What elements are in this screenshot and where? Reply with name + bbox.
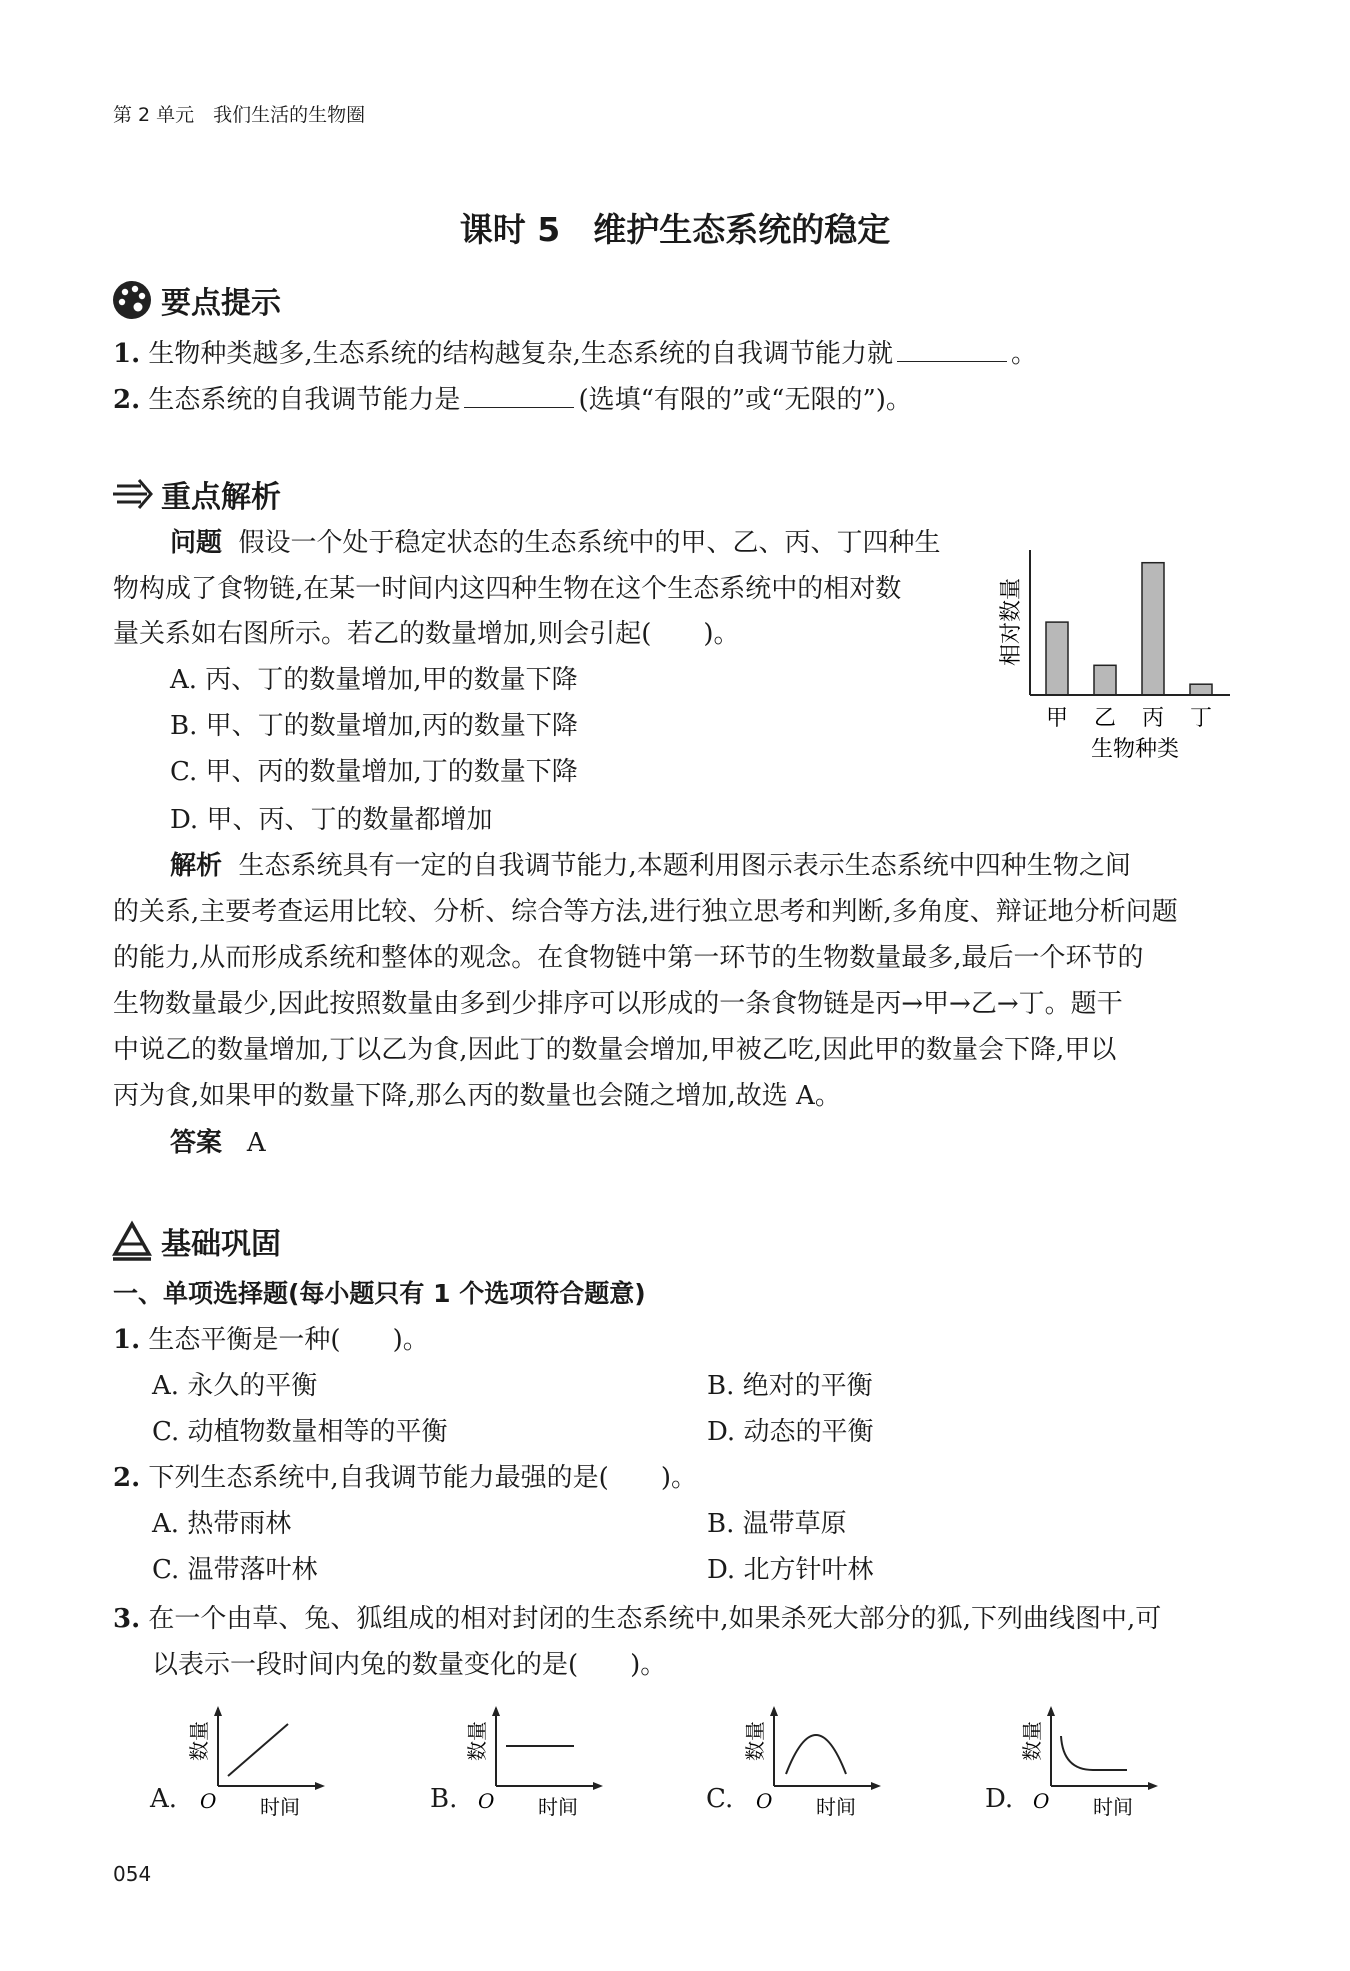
answer-blank[interactable] <box>897 340 1007 362</box>
explain-line-2: 的关系,主要考查运用比较、分析、综合等方法,进行独立思考和判断,多角度、辩证地分析问题 <box>113 897 1178 927</box>
origin-label: O <box>756 1789 773 1813</box>
unit-header: 第 2 单元 我们生活的生物圈 <box>113 104 366 126</box>
question-line-3: 量关系如右图所示。若乙的数量增加,则会引起( )。 <box>113 619 740 649</box>
x-label: 时间 <box>260 1795 300 1819</box>
x-axis-label: 生物种类 <box>1090 737 1180 762</box>
q2-stem <box>113 1455 697 1501</box>
triangle-stack-icon <box>111 1220 153 1262</box>
q3-stem-1 <box>113 1596 1161 1642</box>
answer-value: A <box>246 1128 266 1158</box>
key-point-2 <box>113 377 912 423</box>
explain-line-6: 丙为食,如果甲的数量下降,那么丙的数量也会随之增加,故选 A。 <box>113 1081 841 1111</box>
section-heading: 重点解析 <box>161 480 281 515</box>
item-number: 1. <box>113 339 141 369</box>
origin-label: O <box>1033 1789 1050 1813</box>
graph-label: C. <box>706 1784 734 1814</box>
q-text: 下列生态系统中,自我调节能力最强的是( )。 <box>148 1463 697 1493</box>
question-line-2: 物构成了食物链,在某一时间内这四种生物在这个生态系统中的相对数 <box>113 574 902 604</box>
question-text: 假设一个处于稳定状态的生态系统中的甲、乙、丙、丁四种生 <box>238 528 941 558</box>
bar-1 <box>1094 665 1116 695</box>
page-number: 054 <box>113 1862 152 1886</box>
bar-0 <box>1046 622 1068 695</box>
q3-graph-a[interactable] <box>150 1706 350 1826</box>
x-label: 时间 <box>816 1795 856 1819</box>
explain-text: 生态系统具有一定的自我调节能力,本题利用图示表示生态系统中四种生物之间 <box>238 851 1131 881</box>
q1-option-b[interactable]: B. 绝对的平衡 <box>707 1371 873 1401</box>
graph-label: D. <box>985 1784 1014 1814</box>
q3-graph-c[interactable] <box>706 1706 906 1826</box>
question-line-1 <box>170 520 941 566</box>
q2-option-c[interactable]: C. 温带落叶林 <box>152 1555 318 1585</box>
explain-line-5: 中说乙的数量增加,丁以乙为食,因此丁的数量会增加,甲被乙吃,因此甲的数量会下降,甲以 <box>113 1035 1117 1065</box>
item-text: 生物种类越多,生态系统的结构越复杂,生态系统的自我调节能力就 <box>148 339 893 369</box>
answer-label: 答案 <box>170 1128 223 1158</box>
q2-option-b[interactable]: B. 温带草原 <box>707 1509 847 1539</box>
question-label: 问题 <box>170 528 223 558</box>
curve-line <box>786 1735 846 1774</box>
origin-label: O <box>478 1789 495 1813</box>
category-label: 丁 <box>1189 706 1213 731</box>
explain-line-4: 生物数量最少,因此按照数量由多到少排序可以形成的一条食物链是丙→甲→乙→丁。题干 <box>113 989 1123 1019</box>
q1-option-a[interactable]: A. 永久的平衡 <box>152 1371 318 1401</box>
y-label: 数量 <box>465 1721 489 1761</box>
answer-line <box>170 1120 266 1166</box>
curve-line <box>1061 1736 1127 1770</box>
y-axis-label: 相对数量 <box>999 577 1024 667</box>
graph-label: B. <box>430 1784 458 1814</box>
section-heading: 要点提示 <box>161 286 281 321</box>
explain-label: 解析 <box>170 851 223 881</box>
item-text-end: (选填“有限的”或“无限的”)。 <box>578 385 912 415</box>
graph-label: A. <box>150 1784 178 1814</box>
item-text: 生态系统的自我调节能力是 <box>148 385 461 415</box>
section-key-points <box>111 278 281 322</box>
option-a[interactable]: A. 丙、丁的数量增加,甲的数量下降 <box>170 665 578 695</box>
item-text-end: 。 <box>1010 339 1037 369</box>
q1-stem <box>113 1317 429 1363</box>
q3-graph-b[interactable] <box>430 1706 630 1826</box>
origin-label: O <box>200 1789 217 1813</box>
key-point-1 <box>113 331 1037 377</box>
x-label: 时间 <box>1093 1795 1133 1819</box>
q1-option-d[interactable]: D. 动态的平衡 <box>707 1417 874 1447</box>
bar-chart <box>990 540 1240 780</box>
q3-graph-d[interactable] <box>985 1706 1185 1826</box>
category-label: 乙 <box>1093 706 1117 731</box>
answer-blank[interactable] <box>464 386 574 408</box>
q-number: 2. <box>113 1463 141 1493</box>
category-label: 丙 <box>1141 706 1165 731</box>
q-number: 1. <box>113 1325 141 1355</box>
q-number: 3. <box>113 1604 141 1634</box>
curve-line <box>228 1724 288 1776</box>
explain-line-3: 的能力,从而形成系统和整体的观念。在食物链中第一环节的生物数量最多,最后一个环节的 <box>113 943 1144 973</box>
y-label: 数量 <box>743 1721 767 1761</box>
lines-arrow-icon <box>111 473 153 515</box>
palette-icon <box>111 279 153 321</box>
section-basics <box>111 1219 281 1263</box>
bar-3 <box>1190 684 1212 695</box>
explain-line-1 <box>170 843 1131 889</box>
y-label: 数量 <box>187 1721 211 1761</box>
q2-option-d[interactable]: D. 北方针叶林 <box>707 1555 874 1585</box>
x-label: 时间 <box>538 1795 578 1819</box>
category-label: 甲 <box>1045 706 1069 731</box>
q2-option-a[interactable]: A. 热带雨林 <box>152 1509 292 1539</box>
page-title: 课时 5 维护生态系统的稳定 <box>459 210 891 249</box>
q-text: 在一个由草、兔、狐组成的相对封闭的生态系统中,如果杀死大部分的狐,下列曲线图中,可 <box>148 1604 1162 1634</box>
q-text: 生态平衡是一种( )。 <box>148 1325 429 1355</box>
option-d[interactable]: D. 甲、丙、丁的数量都增加 <box>170 805 493 835</box>
option-b[interactable]: B. 甲、丁的数量增加,丙的数量下降 <box>170 711 578 741</box>
part-title: 一、单项选择题(每小题只有 1 个选项符合题意) <box>113 1279 646 1308</box>
item-number: 2. <box>113 385 141 415</box>
option-c[interactable]: C. 甲、丙的数量增加,丁的数量下降 <box>170 757 578 787</box>
bar-2 <box>1142 563 1164 695</box>
section-analysis <box>111 472 281 516</box>
y-label: 数量 <box>1020 1721 1044 1761</box>
q3-stem-2: 以表示一段时间内兔的数量变化的是( )。 <box>152 1650 667 1680</box>
q1-option-c[interactable]: C. 动植物数量相等的平衡 <box>152 1417 448 1447</box>
section-heading: 基础巩固 <box>161 1227 281 1262</box>
